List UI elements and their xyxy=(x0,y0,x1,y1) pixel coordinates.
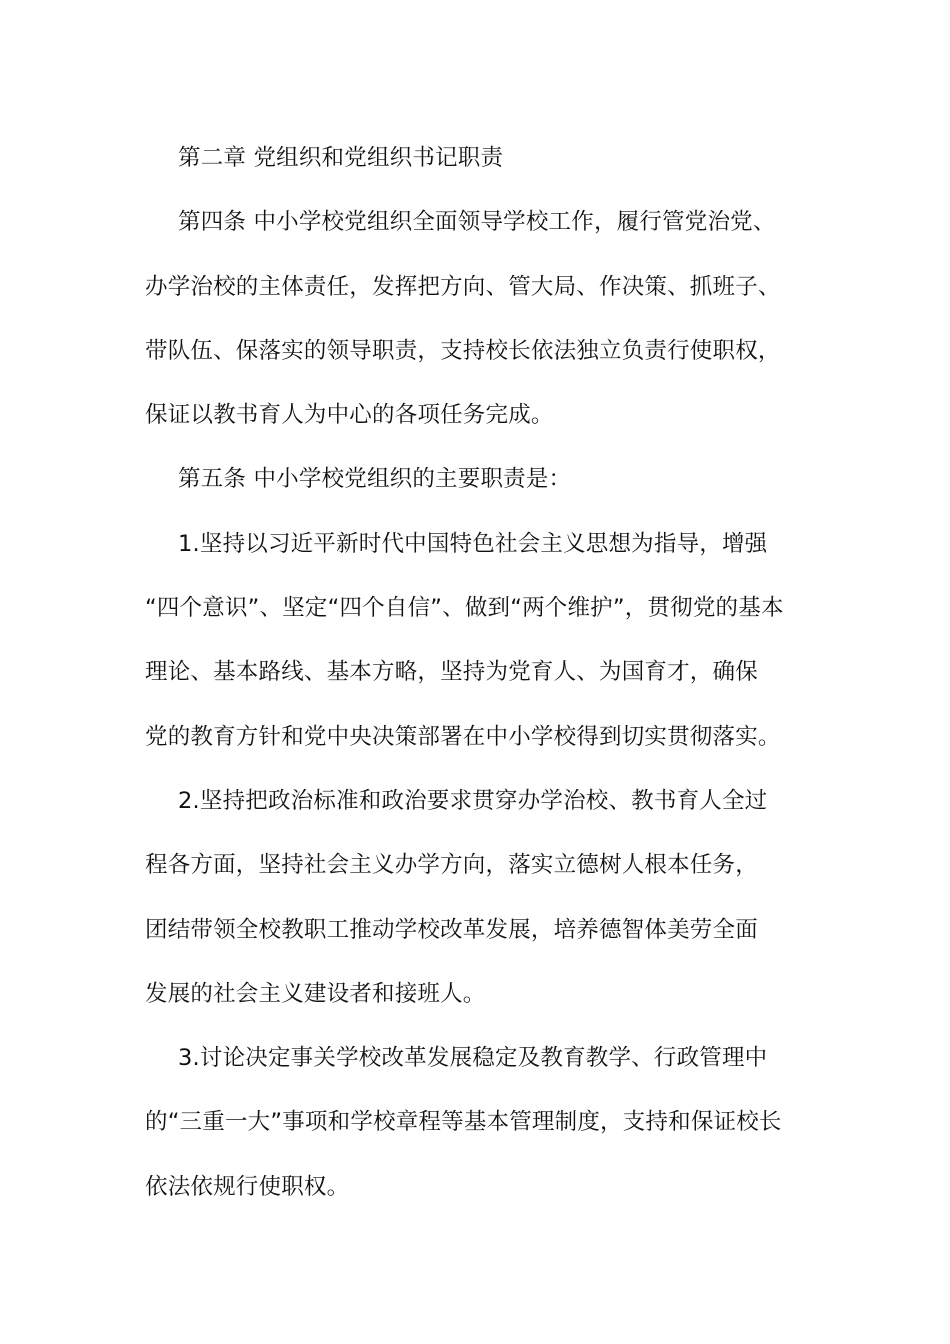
item-1-line-3: 理论、基本路线、基本方略，坚持为党育人、为国育才，确保 xyxy=(145,659,758,686)
item-2-line-2: 程各方面，坚持社会主义办学方向，落实立德树人根本任务， xyxy=(145,852,758,879)
article-4-line-2: 办学治校的主体责任，发挥把方向、管大局、作决策、抓班子、 xyxy=(145,273,781,300)
chapter-heading: 第二章 党组织和党组织书记职责 xyxy=(178,145,504,171)
article-4-line-1: 第四条 中小学校党组织全面领导学校工作，履行管党治党、 xyxy=(178,209,776,236)
article-5-heading: 第五条 中小学校党组织的主要职责是： xyxy=(178,466,572,493)
item-1-line-4: 党的教育方针和党中央决策部署在中小学校得到切实贯彻落实。 xyxy=(145,723,781,750)
item-2-line-1: 2.坚持把政治标准和政治要求贯穿办学治校、教书育人全过 xyxy=(178,787,768,814)
item-3-line-2: 的“三重一大”事项和学校章程等基本管理制度，支持和保证校长 xyxy=(145,1109,782,1136)
article-4-line-4: 保证以教书育人为中心的各项任务完成。 xyxy=(145,402,554,429)
item-1-line-1: 1.坚持以习近平新时代中国特色社会主义思想为指导，增强 xyxy=(178,530,768,557)
document-body xyxy=(145,126,825,1219)
article-4-line-3: 带队伍、保落实的领导职责，支持校长依法独立负责行使职权， xyxy=(145,337,781,364)
item-1-line-2: “四个意识”、坚定“四个自信”、做到“两个维护”，贯彻党的基本 xyxy=(145,595,784,622)
item-2-line-4: 发展的社会主义建设者和接班人。 xyxy=(145,980,486,1007)
item-3-line-1: 3.讨论决定事关学校改革发展稳定及教育教学、行政管理中 xyxy=(178,1045,768,1072)
item-2-line-3: 团结带领全校教职工推动学校改革发展，培养德智体美劳全面 xyxy=(145,916,758,943)
item-3-line-3: 依法依规行使职权。 xyxy=(145,1173,350,1200)
